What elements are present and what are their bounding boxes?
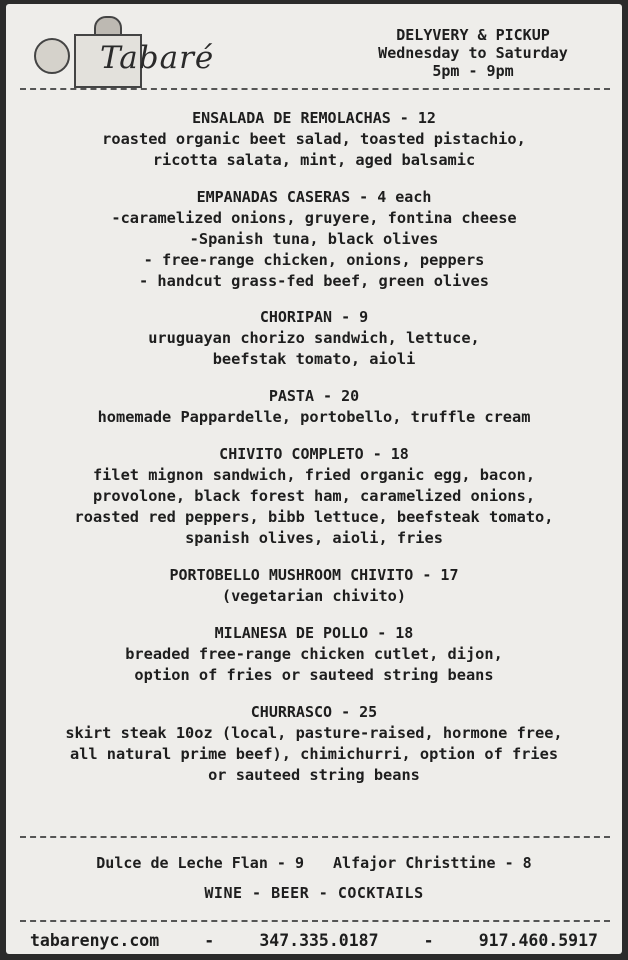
item-desc-line: provolone, black forest ham, caramelized onions, [92,487,536,505]
separator: - [423,930,434,950]
item-desc-line: ricotta salata, mint, aged balsamic [152,151,476,169]
phone-number-2[interactable]: 917.460.5917 [478,930,598,950]
delivery-hours: 5pm - 9pm [432,62,514,80]
delivery-title: DELYVERY & PICKUP [396,26,550,44]
item-title: CHIVITO COMPLETO - 18 [219,445,409,463]
item-desc-line: -Spanish tuna, black olives [189,230,439,248]
desserts-line [6,854,622,872]
logo [28,12,238,84]
phone-number-1[interactable]: 347.335.0187 [259,930,379,950]
contact-bar [6,927,622,953]
drinks-line: WINE - BEER - COCKTAILS [204,884,424,902]
item-title: CHORIPAN - 9 [259,308,369,326]
divider-bottom [20,920,610,922]
item-desc-line: filet mignon sandwich, fried organic egg, bacon, [92,466,536,484]
item-title: EMPANADAS CASERAS - 4 each [196,188,432,206]
item-desc-line: - free-range chicken, onions, peppers [143,251,485,269]
divider-middle [20,836,610,838]
item-desc-line: uruguayan chorizo sandwich, lettuce, [148,329,480,347]
logo-name: Tabaré [100,40,215,76]
menu-items [6,108,622,786]
separator: - [204,930,215,950]
item-desc-line: beefstak tomato, aioli [212,350,416,368]
item-desc-line: all natural prime beef), chimichurri, option of fries [69,745,559,763]
menu-item [6,307,622,370]
item-desc-line: roasted red peppers, bibb lettuce, beefsteak tomato, [74,508,554,526]
menu-item [6,623,622,686]
delivery-info [328,26,618,80]
menu-item [6,444,622,549]
delivery-days: Wednesday to Saturday [378,44,568,62]
chef-face-icon [34,38,70,74]
menu-item [6,565,622,607]
website-link[interactable]: tabarenyc.com [30,930,160,950]
item-title: PASTA - 20 [268,387,360,405]
item-title: ENSALADA DE REMOLACHAS - 12 [192,109,436,127]
item-title: MILANESA DE POLLO - 18 [214,624,414,642]
item-title: CHURRASCO - 25 [250,703,378,721]
item-desc-line: option of fries or sauteed string beans [134,666,494,684]
item-desc-line: breaded free-range chicken cutlet, dijon, [125,645,503,663]
item-desc-line: homemade Pappardelle, portobello, truffle cream [97,408,531,426]
item-desc-line: spanish olives, aioli, fries [185,529,443,547]
item-desc-line: -caramelized onions, gruyere, fontina cheese [111,209,517,227]
item-title: PORTOBELLO MUSHROOM CHIVITO - 17 [169,566,459,584]
menu-header [6,4,622,88]
dessert-flan: Dulce de Leche Flan - 9 [96,854,304,872]
menu-item [6,187,622,292]
item-desc-line: (vegetarian chivito) [221,587,407,605]
item-desc-line: skirt steak 10oz (local, pasture-raised, hormone free, [65,724,563,742]
item-desc-line: or sauteed string beans [208,766,420,784]
item-desc-line: roasted organic beet salad, toasted pistachio, [102,130,526,148]
menu-item [6,108,622,171]
item-desc-line: - handcut grass-fed beef, green olives [139,272,489,290]
menu-item [6,702,622,786]
menu-item [6,386,622,428]
dessert-alfajor: Alfajor Christtine - 8 [333,854,532,872]
divider-top [20,88,610,90]
menu-card [6,4,622,954]
